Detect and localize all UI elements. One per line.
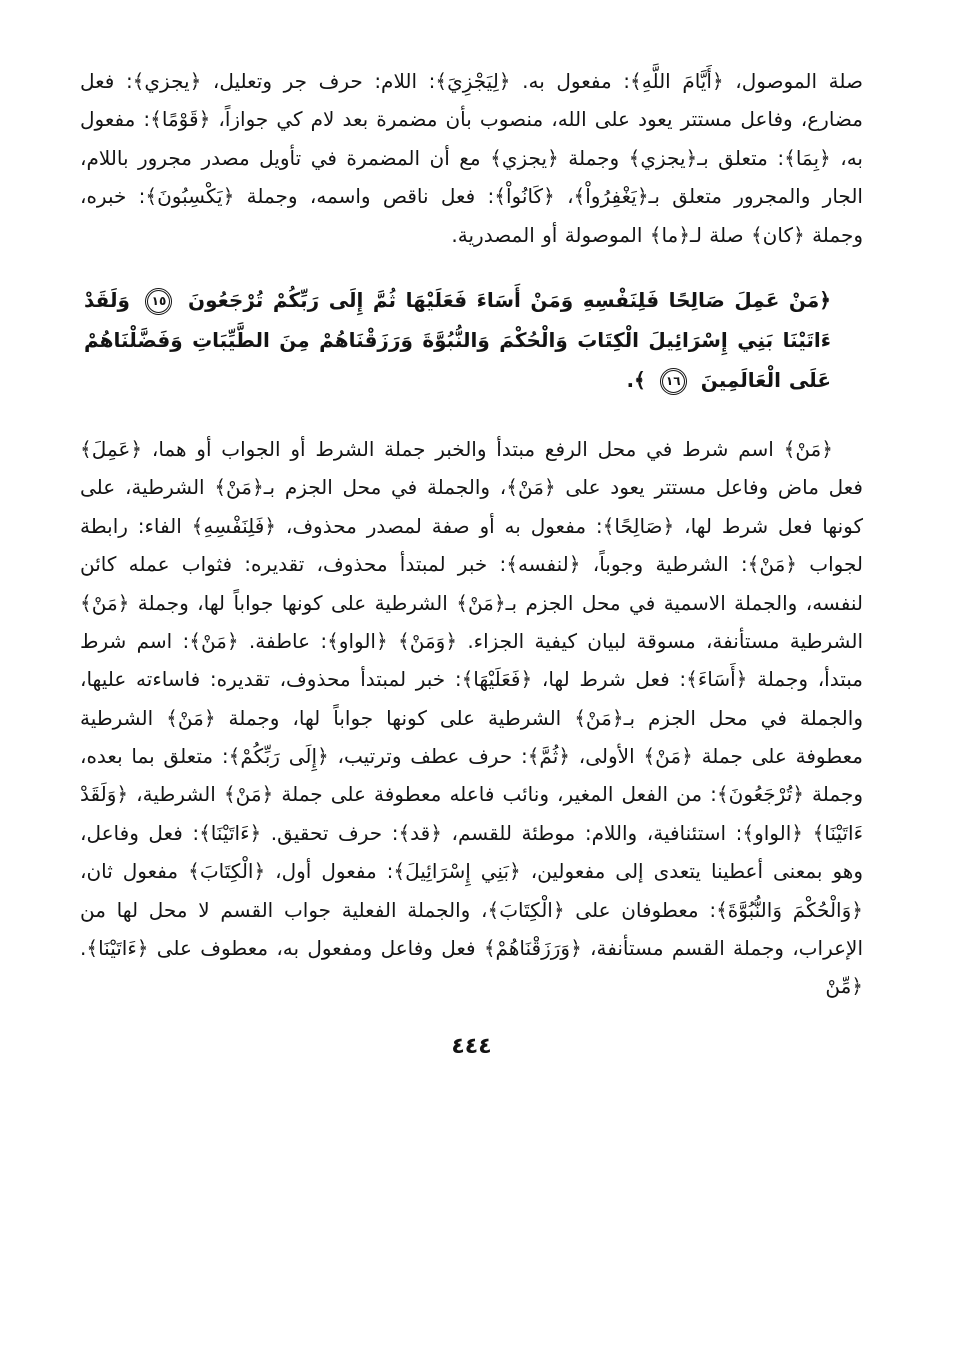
- verse-text-15: ﴿مَنْ عَمِلَ صَالِحًا فَلِنَفْسِهِ وَمَنْ أَسَاءَ فَعَلَيْهَا ثُمَّ إِلَى رَبِّكُمْ تُرْجَعُونَ: [188, 287, 832, 312]
- quran-verse-block: [84, 280, 857, 400]
- ayah-number-16-marker: ١٦: [660, 368, 687, 395]
- analysis-paragraph-main: ﴿مَنْ﴾ اسم شرط في محل الرفع مبتدأ والخبر جملة الشرط أو الجواب أو هما، ﴿عَمِلَ﴾ فعل ماض وفاعل مستتر يعود على ﴿مَنْ﴾، والجملة في محل الجزم بـ﴿مَنْ﴾ الشرطية، على كونها فعل شرط لها، ﴿صَالِحًا﴾: مفعول به أو صفة لمصدر محذوف، ﴿فَلِنَفْسِهِ﴾ الفاء: رابطة لجواب ﴿مَنْ﴾: الشرطية وجوباً، ﴿لنفسه﴾: خبر لمبتدأ محذوف، تقديره: فثواب عمله كائن لنفسه، والجملة الاسمية في محل الجزم بـ﴿مَنْ﴾ الشرطية على كونها جواباً لها، وجملة ﴿مَنْ﴾ الشرطية مستأنفة، مسوقة لبيان كيفية الجزاء. ﴿وَمَنْ﴾ ﴿الواو﴾: عاطفة. ﴿مَنْ﴾: اسم شرط مبتدأ، وجملة ﴿أَسَاءَ﴾: فعل شرط لها، ﴿فَعَلَيْهَا﴾: خبر لمبتدأ محذوف، تقديره: فاساءته عليها، والجملة في محل الجزم بـ﴿مَنْ﴾ الشرطية على كونها جواباً لها، وجملة ﴿مَنْ﴾ الشرطية معطوفة على جملة ﴿مَنْ﴾ الأولى، ﴿ثُمَّ﴾: حرف عطف وترتيب، ﴿إِلَى رَبِّكُمْ﴾: متعلق بما بعده، وجملة ﴿تُرْجَعُونَ﴾: من الفعل المغير، ونائب فاعله معطوفة على جملة ﴿مَنْ﴾ الشرطية، ﴿وَلَقَدْ ءَاتَيْنَا﴾ ﴿الواو﴾: استئنافية، واللام: موطئة للقسم، ﴿قد﴾: حرف تحقيق. ﴿ءَاتَيْنَا﴾: فعل وفاعل، وهو بمعنى أعطينا يتعدى إلى مفعولين، ﴿بَنِي إِسْرَائِيلَ﴾: مفعول أول، ﴿الْكِتَابَ﴾ مفعول ثان، ﴿وَالْحُكْمَ وَالنُّبُوَّةَ﴾: معطوفان على ﴿الْكِتَابَ﴾، والجملة الفعلية جواب القسم لا محل لها من الإعراب، وجملة القسم مستأنفة، ﴿وَرَزَقْنَاهُمْ﴾ فعل وفاعل ومفعول به، معطوف على ﴿ءَاتَيْنَا﴾. ﴿مِّنْ: [80, 436, 863, 999]
- page-number: ٤٤٤: [451, 1033, 492, 1059]
- analysis-paragraph-top: صلة الموصول، ﴿أَيَّامَ اللَّهِ﴾: مفعول به. ﴿لِيَجْزِيَ﴾: اللام: حرف جر وتعليل، ﴿يجزي﴾: فعل مضارع، وفاعل مستتر يعود على الله، منصوب بأن مضمرة بعد لام كي جوازاً، ﴿قَوْمًا﴾: مفعول به، ﴿بِمَا﴾: متعلق بـ﴿يجزي﴾ وجملة ﴿يجزي﴾ مع أن المضمرة في تأويل مصدر مجرور باللام، الجار والمجرور متعلق بـ﴿يَغْفِرُواْ﴾، ﴿كَانُواْ﴾: فعل ناقص واسمه، وجملة ﴿يَكْسِبُونَ﴾: خبره، وجملة ﴿كان﴾ صلة لـ﴿ما﴾ الموصولة أو المصدرية.: [80, 69, 863, 247]
- verse-closing-bracket: ﴾.: [626, 367, 646, 392]
- verse-text-16: وَلَقَدْ ءَاتَيْنَا بَنِي إِسْرَائِيلَ الْكِتَابَ وَالْحُكْمَ وَالنُّبُوَّةَ وَرَزَقْنَاهُمْ مِنَ الطَّيِّبَاتِ وَفَضَّلْنَاهُمْ عَلَى الْعَالَمِينَ: [84, 287, 831, 392]
- ayah-number-15-marker: ١٥: [145, 288, 172, 315]
